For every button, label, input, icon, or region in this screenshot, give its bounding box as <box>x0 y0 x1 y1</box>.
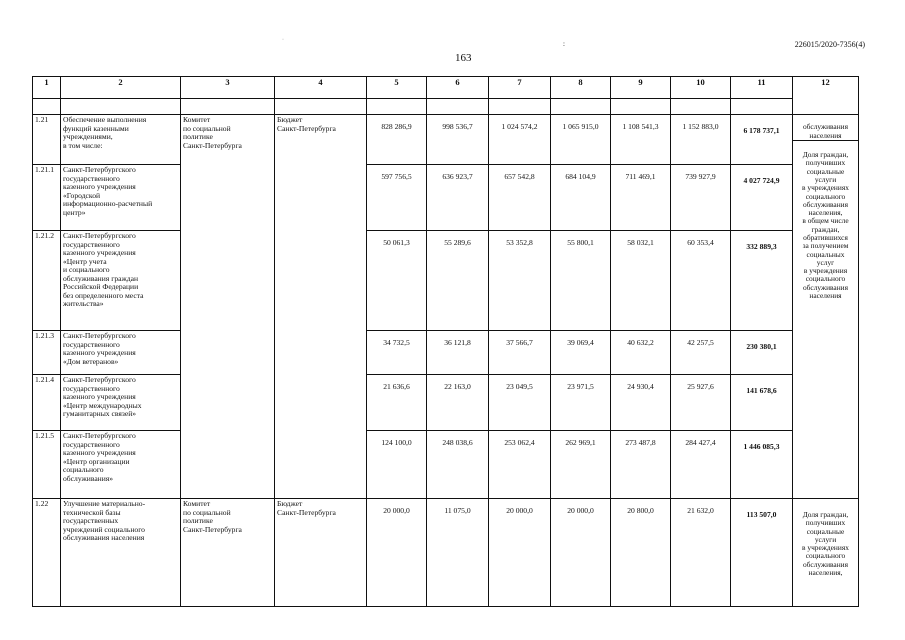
header-cell: 2 <box>61 77 181 99</box>
value-cell: 24 930,4 <box>611 375 671 431</box>
value-cell: 53 352,8 <box>489 231 551 331</box>
value-cell: 684 104,9 <box>551 165 611 231</box>
value-cell: 20 000,0 <box>489 499 551 607</box>
value-cell: 711 469,1 <box>611 165 671 231</box>
row-index: 1.21.2 <box>33 231 61 331</box>
value-cell: 828 286,9 <box>367 115 427 165</box>
value-cell: 34 732,5 <box>367 331 427 375</box>
header-cell: 10 <box>671 77 731 99</box>
value-cell: 36 121,8 <box>427 331 489 375</box>
value-cell: 998 536,7 <box>427 115 489 165</box>
page-number: 163 <box>455 52 472 64</box>
header-cell: 11 <box>731 77 793 99</box>
funding-source-cell: Бюджет Санкт-Петербурга <box>275 115 367 499</box>
total-cell: 230 380,1 <box>731 331 793 375</box>
executor-cell: Комитет по социальной политике Санкт-Петербурга <box>181 499 275 607</box>
value-cell: 636 923,7 <box>427 165 489 231</box>
header-cell: 5 <box>367 77 427 99</box>
table-row <box>33 331 859 375</box>
total-cell: 332 889,3 <box>731 231 793 331</box>
value-cell: 60 353,4 <box>671 231 731 331</box>
row-name: Санкт-Петербургского государственного казенного учреждения «Дом ветеранов» <box>61 331 181 375</box>
program-table <box>32 76 859 607</box>
value-cell: 21 636,6 <box>367 375 427 431</box>
funding-source-cell: Бюджет Санкт-Петербурга <box>275 499 367 607</box>
row-name: Санкт-Петербургского государственного казенного учреждения «Центр международных гуманитарных связей» <box>61 375 181 431</box>
row-name: Улучшение материально- технической базы государственных учреждений социального обслуживания населения <box>61 499 181 607</box>
value-cell: 55 800,1 <box>551 231 611 331</box>
executor-cell: Комитет по социальной политике Санкт-Петербурга <box>181 115 275 499</box>
row-index: 1.21 <box>33 115 61 165</box>
indicator-cell: Доля граждан, получивших социальные услуги в учреждениях социального обслуживания населения, <box>793 499 859 607</box>
indicator-text: Доля граждан, получивших социальные услуги в учреждениях социального обслуживания населения, в общем числе граждан, обратившихся за получением социальных услуг в учреждения социального обслуживания населения <box>802 150 849 300</box>
document-code: 226015/2020-7356(4) <box>794 40 865 49</box>
value-cell: 11 075,0 <box>427 499 489 607</box>
spacer-row <box>33 99 859 115</box>
value-cell: 50 061,3 <box>367 231 427 331</box>
value-cell: 42 257,5 <box>671 331 731 375</box>
indicator-top-text: обслуживания населения <box>793 123 858 141</box>
row-index: 1.21.1 <box>33 165 61 231</box>
value-cell: 739 927,9 <box>671 165 731 231</box>
value-cell: 124 100,0 <box>367 431 427 499</box>
value-cell: 58 032,1 <box>611 231 671 331</box>
header-cell: 9 <box>611 77 671 99</box>
scan-mark: : <box>563 40 565 48</box>
total-cell: 113 507,0 <box>731 499 793 607</box>
value-cell: 20 800,0 <box>611 499 671 607</box>
table-row <box>33 375 859 431</box>
value-cell: 21 632,0 <box>671 499 731 607</box>
value-cell: 597 756,5 <box>367 165 427 231</box>
value-cell: 20 000,0 <box>551 499 611 607</box>
header-cell: 8 <box>551 77 611 99</box>
scan-mark-2: · <box>282 37 284 43</box>
value-cell: 1 065 915,0 <box>551 115 611 165</box>
header-cell: 7 <box>489 77 551 99</box>
value-cell: 39 069,4 <box>551 331 611 375</box>
header-cell: 3 <box>181 77 275 99</box>
header-cell: 1 <box>33 77 61 99</box>
table-row <box>33 499 859 607</box>
row-name: Санкт-Петербургского государственного казенного учреждения «Центр организации социального обслуживания» <box>61 431 181 499</box>
value-cell: 262 969,1 <box>551 431 611 499</box>
row-name: Санкт-Петербургского государственного казенного учреждения «Центр учета и социального обслуживания граждан Российской Федерации без определенного места жительства» <box>61 231 181 331</box>
value-cell: 23 971,5 <box>551 375 611 431</box>
value-cell: 284 427,4 <box>671 431 731 499</box>
total-cell: 1 446 085,3 <box>731 431 793 499</box>
value-cell: 25 927,6 <box>671 375 731 431</box>
row-name: Санкт-Петербургского государственного казенного учреждения «Городской информационно-расчетный центр» <box>61 165 181 231</box>
value-cell: 1 024 574,2 <box>489 115 551 165</box>
column-number-row <box>33 77 859 99</box>
row-name: Обеспечение выполнения функций казенными учреждениями, в том числе: <box>61 115 181 165</box>
total-cell: 6 178 737,1 <box>731 115 793 165</box>
row-index: 1.21.5 <box>33 431 61 499</box>
value-cell: 37 566,7 <box>489 331 551 375</box>
table-row <box>33 115 859 165</box>
value-cell: 248 038,6 <box>427 431 489 499</box>
header-cell: 4 <box>275 77 367 99</box>
table-row <box>33 231 859 331</box>
value-cell: 55 289,6 <box>427 231 489 331</box>
value-cell: 273 487,8 <box>611 431 671 499</box>
value-cell: 1 108 541,3 <box>611 115 671 165</box>
value-cell: 253 062,4 <box>489 431 551 499</box>
header-cell: 12 <box>793 77 859 115</box>
value-cell: 657 542,8 <box>489 165 551 231</box>
row-index: 1.21.4 <box>33 375 61 431</box>
header-cell: 6 <box>427 77 489 99</box>
total-cell: 141 678,6 <box>731 375 793 431</box>
value-cell: 40 632,2 <box>611 331 671 375</box>
total-cell: 4 027 724,9 <box>731 165 793 231</box>
value-cell: 22 163,0 <box>427 375 489 431</box>
value-cell: 1 152 883,0 <box>671 115 731 165</box>
value-cell: 20 000,0 <box>367 499 427 607</box>
row-index: 1.22 <box>33 499 61 607</box>
indicator-cell <box>793 115 859 499</box>
row-index: 1.21.3 <box>33 331 61 375</box>
table-row <box>33 165 859 231</box>
table-row <box>33 431 859 499</box>
value-cell: 23 049,5 <box>489 375 551 431</box>
